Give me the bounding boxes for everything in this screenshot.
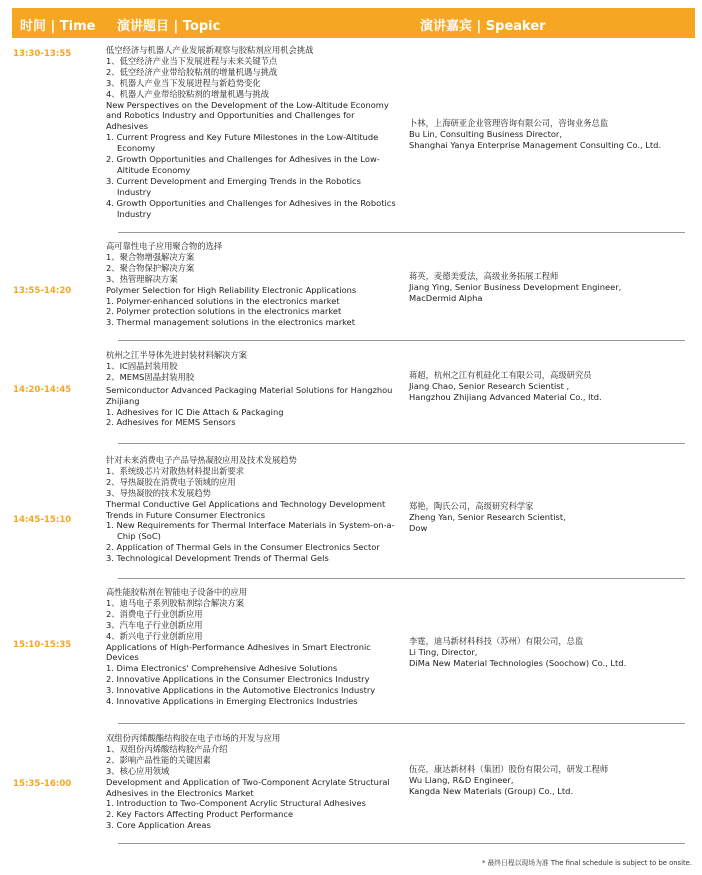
- topic-point-zh: 4、机器人产业带给胶粘剂的增量机遇与挑战: [106, 88, 269, 99]
- topic-title-en: Thermal Conductive Gel Applications and Technology Development Trends in Future Consumer Electronics: [106, 498, 386, 520]
- speaker-name-zh: 郑艳，陶氏公司，高级研究科学家: [409, 501, 534, 511]
- row-divider: [118, 843, 685, 844]
- session-topic: [106, 455, 396, 564]
- topic-point-zh: 2、MEMS固晶封装用胶: [106, 371, 195, 382]
- topic-point-zh: 2、影响产品性能的关键因素: [106, 754, 211, 765]
- topic-point-en: 3. Thermal management solutions in the electronics market: [106, 317, 356, 328]
- topic-point-zh: 1、聚合物增强解决方案: [106, 251, 195, 262]
- topic-point-en: 2. Innovative Applications in the Consumer Electronics Industry: [106, 674, 370, 685]
- topic-title-en: Development and Application of Two-Component Acrylate Structural Adhesives in the Electronics Market: [106, 776, 390, 798]
- topic-point-zh: 1、迪马电子系列胶粘剂综合解决方案: [106, 597, 245, 608]
- session-time: 13:55-14:20: [13, 286, 72, 296]
- session-speaker: [409, 764, 679, 797]
- speaker-name-zh: 李霆，迪马新材料科技（苏州）有限公司，总监: [409, 636, 584, 646]
- session-topic: [106, 733, 396, 831]
- topic-title-zh: 高可靠性电子应用聚合物的选择: [106, 241, 223, 251]
- speaker-company-en: Hangzhou Zhijiang Advanced Material Co., ltd.: [409, 391, 602, 402]
- topic-point-en: 2. Adhesives for MEMS Sensors: [106, 417, 236, 428]
- topic-title-en: Applications of High-Performance Adhesives in Smart Electronic Devices: [106, 641, 371, 663]
- topic-point-en: 2. Growth Opportunities and Challenges for Adhesives in the Low-Altitude Economy: [106, 154, 380, 175]
- topic-point-zh: 2、导热凝胶在消费电子领域的应用: [106, 476, 236, 487]
- speaker-company-en: Shanghai Yanya Enterprise Management Consulting Co., Ltd.: [409, 139, 662, 150]
- topic-point-en: 1. Current Progress and Key Future Milestones in the Low-Altitude Economy: [106, 132, 379, 154]
- row-divider: [118, 443, 685, 444]
- header-speaker-label: 演讲嘉宾 | Speaker: [420, 19, 546, 34]
- topic-title-en: Semiconductor Advanced Packaging Material Solutions for Hangzhou Zhijiang: [106, 384, 393, 406]
- speaker-company-en: Kangda New Materials (Group) Co., Ltd.: [409, 785, 574, 796]
- topic-point-en: 1. New Requirements for Thermal Interface Materials in System-on-a-Chip (SoC): [106, 520, 395, 542]
- topic-point-en: 3. Core Application Areas: [106, 820, 211, 831]
- session-topic: [106, 587, 396, 707]
- speaker-name-en: Jiang Ying, Senior Business Development Engineer,: [409, 281, 622, 292]
- header-topic-label: 演讲题目 | Topic: [117, 19, 221, 34]
- topic-point-en: 2. Key Factors Affecting Product Performance: [106, 809, 294, 820]
- topic-point-zh: 1、IC固晶封装用胶: [106, 360, 178, 371]
- speaker-name-en: Zheng Yan, Senior Research Scientist,: [409, 511, 566, 522]
- schedule-footnote: * 最终日程以现场为准 The final schedule is subject to be onsite.: [481, 859, 692, 867]
- session-speaker: [409, 118, 679, 151]
- session-topic: [106, 350, 396, 428]
- speaker-company-en: MacDermid Alpha: [409, 292, 483, 303]
- header-time-label: 时间 | Time: [20, 19, 96, 34]
- topic-point-zh: 3、导热凝胶的技术发展趋势: [106, 487, 211, 498]
- topic-point-en: 2. Polymer protection solutions in the electronics market: [106, 306, 342, 317]
- row-divider: [118, 232, 685, 233]
- session-speaker: [409, 501, 679, 534]
- session-speaker: [409, 271, 679, 304]
- topic-point-zh: 1、系统级芯片对散热材料提出新要求: [106, 465, 245, 476]
- session-time: 15:35-16:00: [13, 779, 72, 789]
- topic-point-en: 4. Innovative Applications in Emerging Electronics Industries: [106, 696, 358, 707]
- session-time: 14:20-14:45: [13, 385, 72, 395]
- topic-point-zh: 3、核心应用领域: [106, 765, 170, 776]
- schedule-header: [12, 8, 695, 38]
- topic-title-zh: 低空经济与机器人产业发展新观察与胶粘剂应用机会挑战: [106, 45, 314, 55]
- row-divider: [118, 723, 685, 724]
- session-topic: [106, 241, 396, 328]
- row-divider: [118, 340, 685, 341]
- speaker-company-en: Dow: [409, 522, 428, 533]
- topic-point-zh: 1、双组份丙烯酸结构胶产品介绍: [106, 743, 228, 754]
- topic-point-en: 1. Polymer-enhanced solutions in the electronics market: [106, 295, 340, 306]
- topic-point-en: 4. Growth Opportunities and Challenges for Adhesives in the Robotics Industry: [106, 197, 396, 219]
- speaker-name-zh: 伍亮，康达新材料（集团）股份有限公司，研发工程师: [409, 764, 609, 774]
- topic-title-zh: 高性能胶粘剂在智能电子设备中的应用: [106, 587, 248, 597]
- topic-point-en: 2. Application of Thermal Gels in the Consumer Electronics Sector: [106, 542, 380, 553]
- topic-point-en: 3. Current Development and Emerging Trends in the Robotics Industry: [106, 175, 361, 197]
- topic-point-zh: 1、低空经济产业当下发展进程与未来关键节点: [106, 55, 278, 66]
- topic-point-en: 3. Technological Development Trends of Thermal Gels: [106, 553, 329, 564]
- topic-point-zh: 4、新兴电子行业创新应用: [106, 630, 203, 641]
- session-speaker: [409, 370, 679, 403]
- session-time: 14:45-15:10: [13, 515, 72, 525]
- speaker-name-zh: 蒋超，杭州之江有机硅化工有限公司，高级研究员: [409, 370, 592, 380]
- speaker-name-en: Jiang Chao, Senior Research Scientist ,: [409, 380, 570, 391]
- topic-point-en: 1. Dima Electronics' Comprehensive Adhesive Solutions: [106, 663, 338, 674]
- topic-title-zh: 双组份丙烯酸酯结构胶在电子市场的开发与应用: [106, 733, 281, 743]
- topic-point-zh: 3、热管理解决方案: [106, 273, 178, 284]
- topic-point-zh: 2、聚合物保护解决方案: [106, 262, 195, 273]
- speaker-name-zh: 卜林，上海研亚企业管理咨询有限公司，咨询业务总监: [409, 118, 609, 128]
- session-time: 15:10-15:35: [13, 640, 72, 650]
- topic-point-zh: 2、低空经济产业带给胶粘剂的增量机遇与挑战: [106, 66, 278, 77]
- session-time: 13:30-13:55: [13, 49, 72, 59]
- topic-point-en: 1. Adhesives for IC Die Attach & Packaging: [106, 406, 284, 417]
- row-divider: [118, 578, 685, 579]
- topic-title-zh: 杭州之江半导体先进封装材料解决方案: [106, 350, 248, 360]
- speaker-company-en: DiMa New Material Technologies (Soochow) Co., Ltd.: [409, 657, 627, 668]
- topic-point-en: 3. Innovative Applications in the Automotive Electronics Industry: [106, 685, 376, 696]
- speaker-name-zh: 蒋英，麦德美爱法，高级业务拓展工程师: [409, 271, 559, 281]
- topic-point-zh: 3、汽车电子行业创新应用: [106, 619, 203, 630]
- topic-point-zh: 2、消费电子行业创新应用: [106, 608, 203, 619]
- topic-title-zh: 针对未来消费电子产品导热凝胶应用及技术发展趋势: [106, 455, 297, 465]
- topic-point-zh: 3、机器人产业当下发展进程与新趋势变化: [106, 77, 261, 88]
- session-topic: [106, 45, 396, 220]
- speaker-name-en: Wu Liang, R&D Engineer,: [409, 774, 514, 785]
- speaker-name-en: Li Ting, Director,: [409, 646, 478, 657]
- session-speaker: [409, 636, 679, 669]
- topic-point-en: 1. Introduction to Two-Component Acrylic Structural Adhesives: [106, 798, 366, 809]
- speaker-name-en: Bu Lin, Consulting Business Director,: [409, 128, 562, 139]
- topic-title-en: New Perspectives on the Development of the Low-Altitude Economy and Robotics Industry and Opportunities and Challenges for Adhesives: [106, 99, 389, 132]
- topic-title-en: Polymer Selection for High Reliability Electronic Applications: [106, 284, 357, 295]
